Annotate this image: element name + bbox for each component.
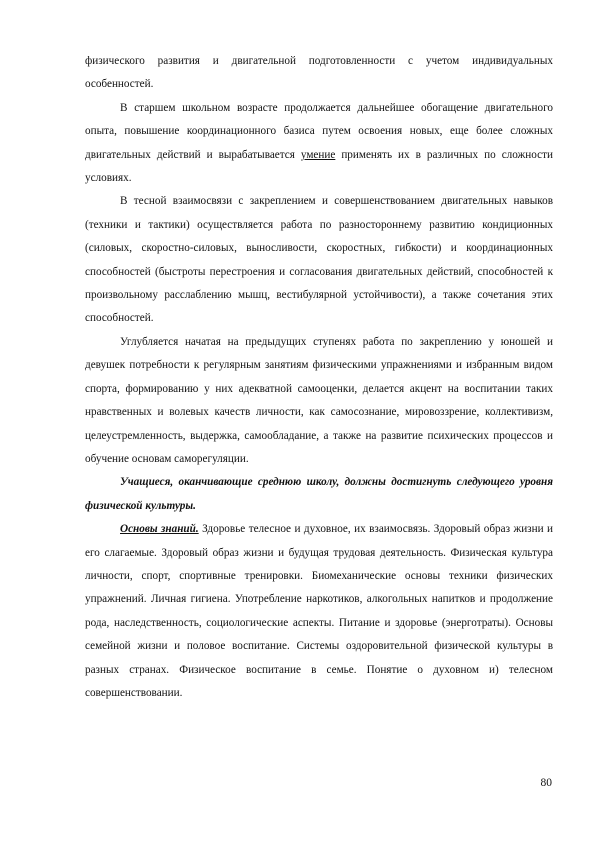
- paragraph-knowledge-basics: [85, 518, 553, 705]
- paragraph-text: применять их в различных по сложности условиях.: [85, 148, 553, 185]
- paragraph-continuation: физического развития и двигательной подготовленности с учетом индивидуальных особенностей.: [85, 55, 553, 91]
- underlined-term: умение: [300, 148, 336, 161]
- paragraph-text: Здоровье телесное и духовное, их взаимосвязь. Здоровый образ жизни и его слагаемые. Здоровый образ жизни и будущая трудовая деятельность. Физическая культура личности, спорт, спортивные тренировки. Биомеханические основы техники физических упражнений. Личная гигиена. Употребление наркотиков, алкогольных напитков и продолжение рода, наследственность, социологические аспекты. Питание и здоровье (энерготраты). Основы семейной жизни и половое воспитание. Системы оздоровительной физической культуры в разных странах. Физическое воспитание в семье. Понятие о духовном и) телесном совершенствовании.: [85, 523, 553, 699]
- section-heading: Основы знаний.: [120, 523, 199, 536]
- document-page: [85, 50, 553, 705]
- paragraph-motor-skills: В тесной взаимосвязи с закреплением и совершенствованием двигательных навыков (техники и тактики) осуществляется работа по разностороннему развитию кондиционных (силовых, скоростно-силовых, выносливости, скоростных, гибкости) и координационных способностей (быстроты перестроения и согласования двигательных действий, способностей к произвольному расслаблению мышц, вестибулярной устойчивости), а также сочетания этих способностей.: [85, 195, 553, 325]
- paragraph-graduates-heading: Учащиеся, оканчивающие среднюю школу, должны достигнуть следующего уровня физической культуры.: [85, 476, 553, 512]
- page-number: 80: [540, 777, 552, 789]
- paragraph-text: В старшем школьном возрасте продолжается дальнейшее обогащение двигательного опыта, повышение координационного базиса путем освоения новых, еще более сложных двигательных действий и вырабатывается: [85, 101, 553, 161]
- paragraph-deepening-work: Углубляется начатая на предыдущих ступенях работа по закреплению у юношей и девушек потребности к регулярным занятиям физическими упражнениями и избранным видом спорта, формированию у них адекватной самооценки, делается акцент на воспитании таких нравственных и волевых качеств личности, как самосознание, мировоззрение, коллективизм, целеустремленность, выдержка, самообладание, а также на развитие психических процессов и обучение основам саморегуляции.: [85, 335, 553, 465]
- paragraph-senior-school-age: [85, 97, 553, 191]
